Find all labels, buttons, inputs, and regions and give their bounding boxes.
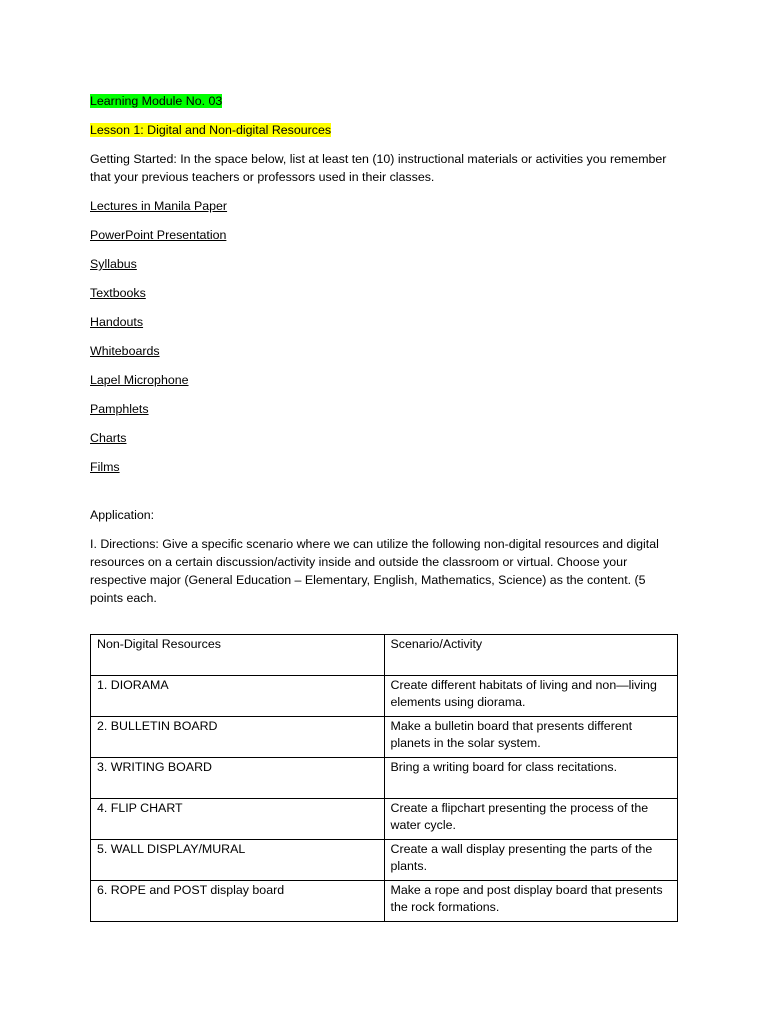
getting-started-text: Getting Started: In the space below, list at least ten (10) instructional materials or activities you remember that your previous teachers or professors used in their classes. <box>90 152 667 184</box>
table-row <box>91 881 678 922</box>
scenario-cell: Make a bulletin board that presents different planets in the solar system. <box>384 717 678 758</box>
table-row <box>91 799 678 840</box>
scenario-cell: Create different habitats of living and non—living elements using diorama. <box>384 676 678 717</box>
module-title-line <box>90 92 680 110</box>
table-header-row <box>91 635 678 676</box>
material-item: Whiteboards <box>90 344 160 358</box>
resource-cell: 2. BULLETIN BOARD <box>91 717 385 758</box>
material-item: Handouts <box>90 315 144 329</box>
list-item <box>90 284 680 313</box>
table-row <box>91 717 678 758</box>
list-item <box>90 429 680 458</box>
document-body <box>90 92 680 607</box>
material-item: Syllabus <box>90 257 137 271</box>
application-heading: Application: <box>90 508 155 522</box>
material-item: Textbooks <box>90 286 146 300</box>
table-row <box>91 758 678 799</box>
list-item <box>90 313 680 342</box>
lesson-title: Lesson 1: Digital and Non-digital Resources <box>90 123 332 137</box>
resources-table <box>90 634 678 922</box>
module-title: Learning Module No. 03 <box>90 94 223 108</box>
material-item: Films <box>90 460 120 474</box>
list-item <box>90 255 680 284</box>
table-row <box>91 840 678 881</box>
list-item <box>90 197 680 226</box>
materials-list <box>90 197 680 487</box>
resource-cell: 4. FLIP CHART <box>91 799 385 840</box>
resource-cell: 3. WRITING BOARD <box>91 758 385 799</box>
scenario-cell: Create a wall display presenting the parts of the plants. <box>384 840 678 881</box>
lesson-title-line <box>90 121 680 139</box>
list-item <box>90 226 680 255</box>
resource-cell: 5. WALL DISPLAY/MURAL <box>91 840 385 881</box>
list-item <box>90 371 680 400</box>
directions-text: I. Directions: Give a specific scenario where we can utilize the following non-digital resources and digital resources on a certain discussion/activity inside and outside the classroom or virtual. Choose your respective major (General Education – Elementary, English, Mathematics, Science) as the content. (5 points each. <box>90 537 659 605</box>
material-item: Charts <box>90 431 127 445</box>
column-header-scenario: Scenario/Activity <box>384 635 678 676</box>
column-header-non-digital: Non-Digital Resources <box>91 635 385 676</box>
scenario-cell: Create a flipchart presenting the process of the water cycle. <box>384 799 678 840</box>
material-item: PowerPoint Presentation <box>90 228 227 242</box>
scenario-cell: Make a rope and post display board that presents the rock formations. <box>384 881 678 922</box>
resource-cell: 6. ROPE and POST display board <box>91 881 385 922</box>
list-item <box>90 458 680 487</box>
list-item <box>90 342 680 371</box>
material-item: Lectures in Manila Paper <box>90 199 228 213</box>
table-row <box>91 676 678 717</box>
material-item: Lapel Microphone <box>90 373 189 387</box>
scenario-cell: Bring a writing board for class recitations. <box>384 758 678 799</box>
resource-cell: 1. DIORAMA <box>91 676 385 717</box>
material-item: Pamphlets <box>90 402 149 416</box>
list-item <box>90 400 680 429</box>
